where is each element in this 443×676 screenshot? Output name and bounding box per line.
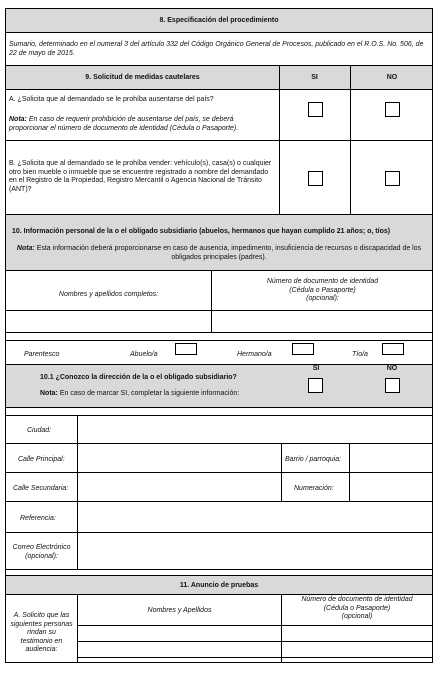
tio-label: Tío/a — [352, 351, 368, 358]
doc-label — [211, 278, 434, 304]
table-line — [77, 657, 432, 658]
correo-label-line: (opcional): — [25, 552, 58, 560]
correo-row — [6, 533, 432, 570]
section-8-title: 8. Especificación del procedimiento — [159, 17, 279, 24]
obligado-input-row — [6, 311, 432, 333]
parentesco-label: Parentesco — [24, 351, 60, 358]
correo-field[interactable] — [78, 533, 432, 569]
calle-principal-field[interactable] — [78, 444, 281, 472]
doc-header-line: (opcional) — [341, 613, 373, 620]
note-label: Nota: — [40, 390, 58, 397]
barrio-label: Barrio / parroquia: — [285, 456, 342, 463]
divider — [281, 473, 282, 501]
section-11-title: 11. Anuncio de pruebas — [179, 582, 259, 589]
section-8-header — [6, 9, 432, 33]
section-10-1-title: 10.1 ¿Conozco la dirección de la o el obligado subsidiario? — [40, 374, 237, 381]
note-label: Nota: — [16, 245, 35, 252]
note-label: Nota: — [9, 116, 27, 123]
si-header: SI — [312, 365, 320, 372]
note-text: En caso de marcar SI, completar la siguiente información: — [59, 390, 240, 397]
form-frame — [5, 8, 433, 663]
testigos-label-line: A. Solicito que las — [13, 612, 70, 619]
note-text: En caso de requerir prohibición de ausentarse del país, se deberá proporcionar el número de documento de identidad (Cédula o Pasaporte). — [9, 116, 239, 132]
section-11-header — [6, 576, 432, 595]
referencia-row — [6, 502, 432, 533]
divider — [350, 141, 351, 214]
doc-header — [282, 596, 432, 622]
ciudad-label: Ciudad: — [27, 427, 52, 434]
numeracion-field[interactable] — [350, 473, 432, 501]
spacer-row — [6, 333, 432, 341]
section-10-header — [6, 215, 432, 271]
section-8-body — [6, 33, 432, 66]
section-10-1-header — [6, 365, 432, 408]
section-10-note — [8, 245, 430, 262]
section-8-text: Sumario, determinado en el numeral 3 del artículo 332 del Código Orgánico General de Procesos, publicado en el R.O.S. No. 506, de 22 de mayo de 2015. — [9, 41, 424, 57]
referencia-field[interactable] — [78, 502, 432, 532]
ciudad-row — [6, 416, 432, 444]
abuelo-label: Abuelo/a — [130, 351, 158, 358]
testigo-2-doc-field[interactable] — [282, 642, 432, 657]
doc-header-line: (Cédula o Pasaporte) — [323, 604, 391, 612]
referencia-label: Referencia: — [20, 515, 56, 522]
section-10-title: 10. Información personal de la o el obligado subsidiario (abuelos, hermanos que hayan cumplido 21 años; o, tíos) — [12, 228, 391, 235]
calle-secundaria-label: Calle Secundaria: — [13, 485, 69, 492]
no-header: NO — [386, 74, 398, 81]
section-9-title: 9. Solicitud de medidas cautelares — [85, 74, 200, 81]
divider — [279, 141, 280, 214]
testigo-1-name-field[interactable] — [78, 626, 281, 641]
testigos-label — [6, 612, 77, 655]
correo-label — [6, 544, 77, 561]
spacer-row — [6, 408, 432, 416]
doc-header-line: Número de documento de identidad — [301, 596, 413, 603]
question-a-row — [6, 90, 432, 141]
calle-principal-row — [6, 444, 432, 473]
doc-label-line: (opcional): — [306, 295, 339, 302]
obligado-names-row — [6, 271, 432, 311]
obligado-name-field[interactable] — [6, 311, 211, 332]
question-b-si-checkbox[interactable] — [308, 171, 323, 186]
names-header: Nombres y Apellidos — [147, 607, 212, 614]
calle-secundaria-row — [6, 473, 432, 502]
tio-checkbox[interactable] — [382, 343, 404, 355]
obligado-doc-field[interactable] — [212, 311, 432, 332]
question-a-text: A. ¿Solicita que al demandado se le prohíba ausentarse del país? — [9, 96, 214, 103]
divider — [281, 444, 282, 472]
divider — [279, 90, 280, 140]
question-a-si-checkbox[interactable] — [308, 102, 323, 117]
testigos-label-line: testimonio en — [20, 637, 63, 645]
question-b-row — [6, 141, 432, 215]
divider — [350, 90, 351, 140]
numeracion-label: Numeración: — [294, 485, 334, 492]
question-a-note — [9, 116, 271, 133]
question-b-no-checkbox[interactable] — [385, 171, 400, 186]
note-text: Esta información deberá proporcionarse en caso de ausencia, impedimento, insuficiencia de recursos o discapacidad de los obligados principales (padres). — [36, 245, 422, 261]
parentesco-row — [6, 341, 432, 365]
doc-label-line: (Cédula o Pasaporte) — [289, 286, 356, 294]
address-known-si-checkbox[interactable] — [308, 378, 323, 393]
question-a-no-checkbox[interactable] — [385, 102, 400, 117]
address-known-no-checkbox[interactable] — [385, 378, 400, 393]
testigos-label-line: rindan su — [27, 629, 56, 636]
question-b-text: B. ¿Solicita que al demandado se le prohíba vender: vehículo(s), casa(s) o cualquier otro bien mueble o inmueble que se encuentre registrado a nombre del demandado en el Registro de la Propiedad, Registro Mercantil o Agencia Nacional de Tránsito (ANT)? — [9, 160, 272, 193]
ciudad-field[interactable] — [78, 416, 432, 443]
calle-secundaria-field[interactable] — [78, 473, 281, 501]
section-10-1-note — [40, 390, 239, 399]
hermano-label: Hermano/a — [237, 351, 272, 358]
testigos-table — [6, 595, 432, 662]
hermano-checkbox[interactable] — [292, 343, 314, 355]
testigo-2-name-field[interactable] — [78, 642, 281, 657]
testigos-label-line: siguientes personas — [10, 620, 73, 628]
calle-principal-label: Calle Principal: — [18, 456, 65, 463]
abuelo-checkbox[interactable] — [175, 343, 197, 355]
no-header: NO — [386, 365, 398, 372]
section-9-header — [6, 66, 432, 90]
testigo-1-doc-field[interactable] — [282, 626, 432, 641]
testigos-label-line: audiencia: — [25, 646, 58, 653]
doc-label-line: Número de documento de identidad — [266, 278, 379, 285]
names-label: Nombres y apellidos completos: — [58, 291, 159, 298]
si-header: SI — [311, 74, 318, 81]
barrio-field[interactable] — [350, 444, 432, 472]
correo-label-line: Correo Electrónico — [12, 544, 71, 551]
